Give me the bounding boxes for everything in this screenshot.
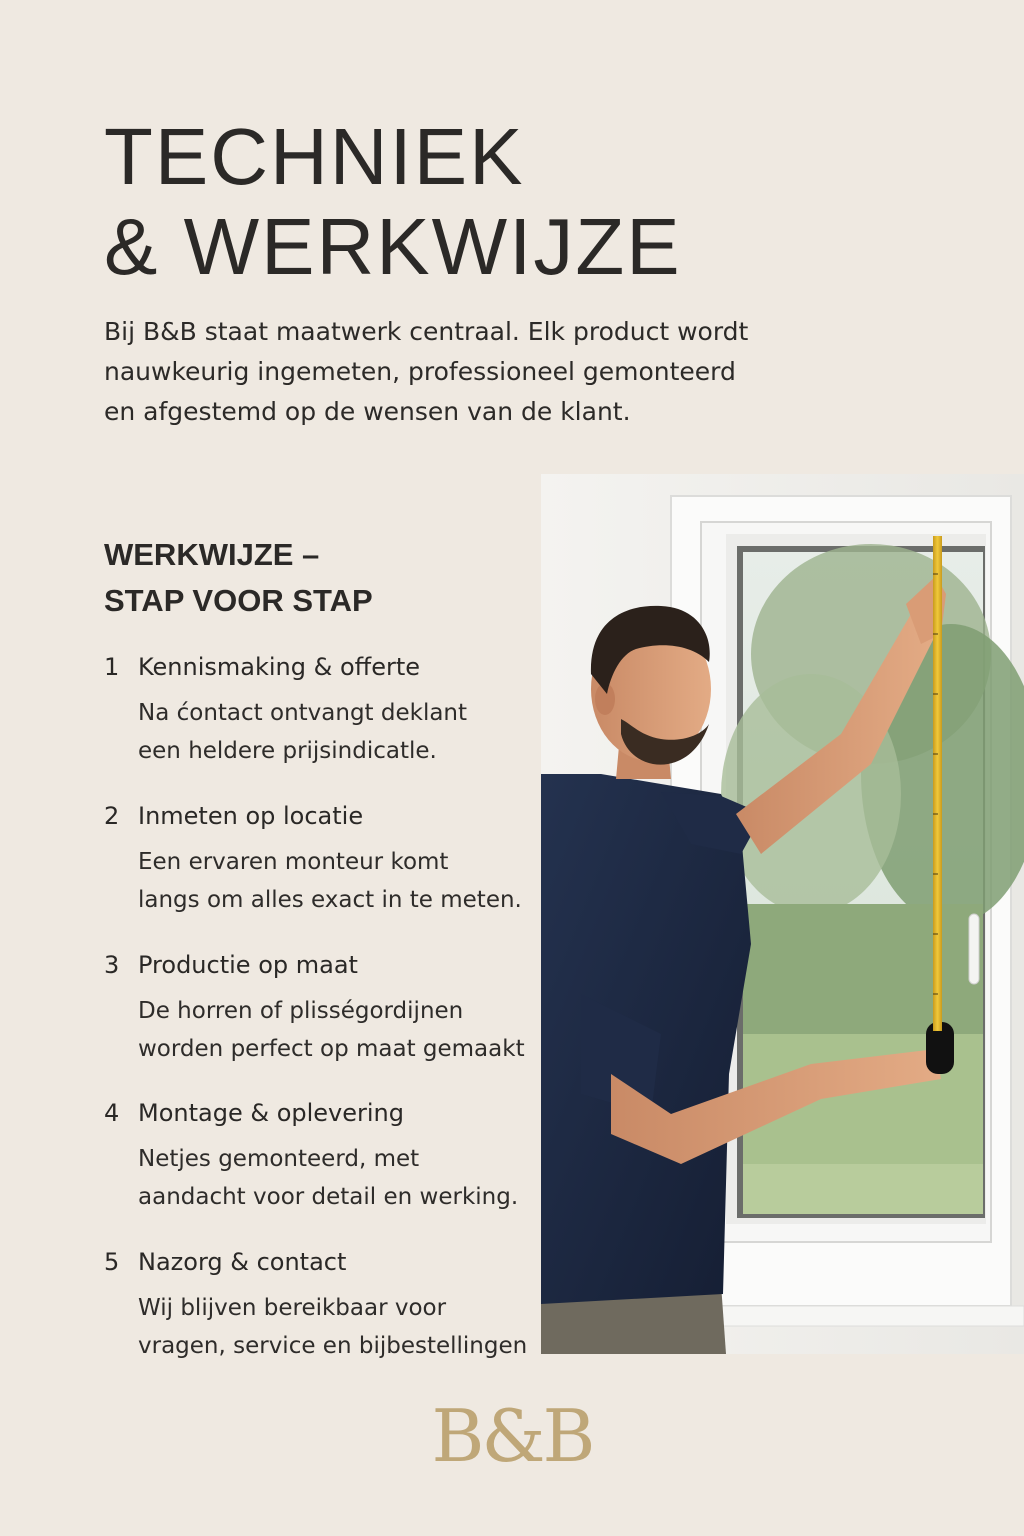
step-description-line-1: Na ćontact ontvangt deklant [138, 700, 468, 726]
step-description [138, 843, 522, 919]
man-measuring-window-icon [541, 474, 1024, 1354]
step-number: 5 [104, 1248, 120, 1276]
step-description-line-1: Een ervaren monteur komt [138, 849, 449, 875]
page-title-line-1: TECHNIEK [104, 112, 525, 201]
step-description-line-2: langs om alles exact in te meten. [138, 887, 522, 913]
step-number: 3 [104, 951, 120, 979]
page-title-line-2: & WERKWIJZE [104, 202, 682, 291]
step-title: Kennismaking & offerte [138, 653, 420, 681]
step-description-line-2: aandacht voor detail en werking. [138, 1184, 519, 1210]
step-description-line-2: vragen, service en bijbestellingen [138, 1333, 528, 1359]
section-heading [104, 532, 373, 624]
page-title [104, 112, 682, 292]
section-heading-line-2: STAP VOOR STAP [104, 583, 373, 618]
intro-paragraph [104, 312, 784, 432]
intro-line-2: nauwkeurig ingemeten, professioneel gemonteerd [104, 357, 736, 386]
step-description [138, 1140, 518, 1216]
step-title: Inmeten op locatie [138, 802, 364, 830]
step-description [138, 1289, 527, 1365]
step-number: 2 [104, 802, 120, 830]
step-description-line-2: worden perfect op maat gemaakt [138, 1036, 525, 1062]
step-number: 1 [104, 653, 120, 681]
step-title: Nazorg & contact [138, 1248, 347, 1276]
measuring-photo [541, 474, 1024, 1354]
intro-line-3: en afgestemd op de wensen van de klant. [104, 397, 631, 426]
step-description [138, 694, 467, 770]
step-title: Productie op maat [138, 951, 358, 979]
step-description-line-1: De horren of plisségordijnen [138, 998, 464, 1024]
step-description-line-2: een heldere prijsindicatle. [138, 738, 437, 764]
section-heading-line-1: WERKWIJZE – [104, 537, 320, 572]
step-title: Montage & oplevering [138, 1099, 404, 1127]
step-description-line-1: Netjes gemonteerd, met [138, 1146, 420, 1172]
brand-logo: B&B [431, 1394, 593, 1478]
intro-line-1: Bij B&B staat maatwerk centraal. Elk product wordt [104, 317, 749, 346]
step-number: 4 [104, 1099, 120, 1127]
step-description-line-1: Wij blijven bereikbaar voor [138, 1295, 447, 1321]
step-description [138, 992, 525, 1068]
